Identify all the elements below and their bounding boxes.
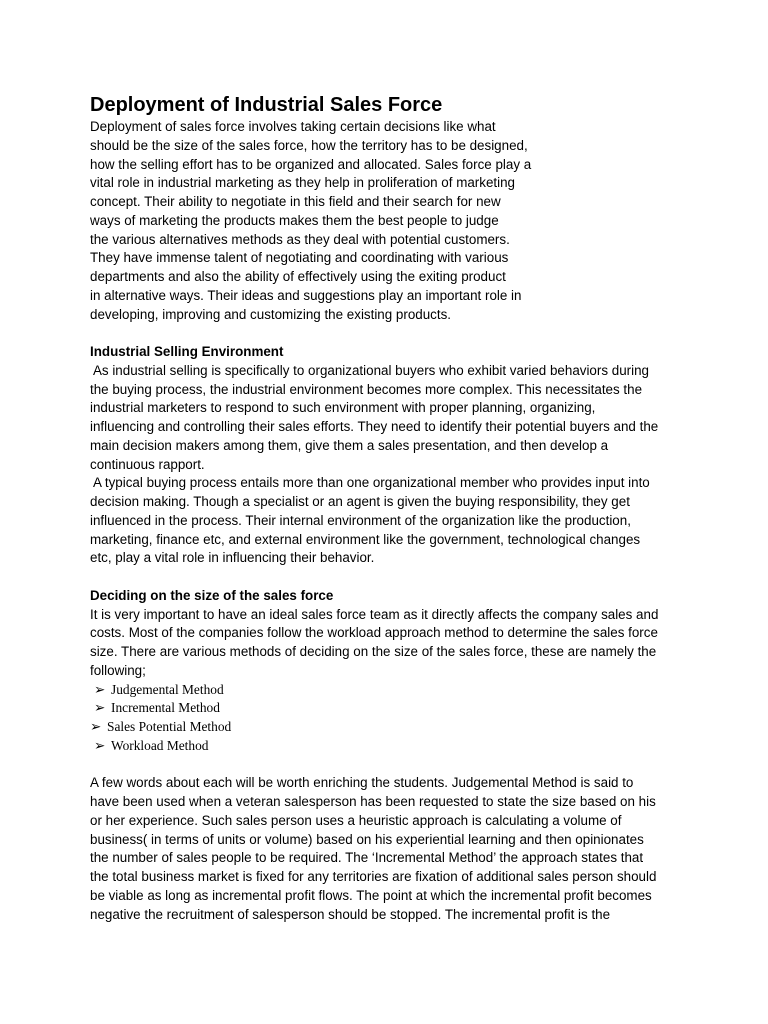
- intro-line: developing, improving and customizing the existing products.: [90, 306, 452, 322]
- section-heading-sales-force-size: Deciding on the size of the sales force: [90, 587, 334, 603]
- intro-line: departments and also the ability of effectively using the exiting product: [90, 269, 506, 284]
- list-item-label: Incremental Method: [111, 700, 220, 716]
- body-line: size. There are various methods of deciding on the size of the sales force, these are namely the: [90, 644, 657, 659]
- body-line: A typical buying process entails more than one organizational member who provides input into: [90, 475, 650, 491]
- spacer: [90, 568, 690, 587]
- body-line: be viable as long as incremental profit flows. The point at which the incremental profit becomes: [90, 887, 652, 903]
- body-line: etc, play a vital role in influencing their behavior.: [90, 550, 375, 566]
- body-line: As industrial selling is specifically to organizational buyers who exhibit varied behaviors during: [90, 362, 649, 378]
- arrow-bullet-icon: ➢: [90, 719, 102, 734]
- intro-line: ways of marketing the products makes them the best people to judge: [90, 212, 499, 228]
- arrow-bullet-icon: ➢: [94, 737, 106, 753]
- body-line: the total business market is fixed for any territories are fixation of additional sales person should: [90, 869, 657, 884]
- methods-explanation-paragraph: [90, 774, 690, 924]
- sales-force-size-paragraph: [90, 606, 690, 681]
- methods-list: [90, 681, 690, 756]
- list-item-label: Sales Potential Method: [107, 719, 232, 734]
- body-line: influencing and controlling their sales efforts. They need to identify their potential buyers and the: [90, 419, 659, 434]
- intro-line: They have immense talent of negotiating and coordinating with various: [90, 250, 509, 266]
- body-line: decision making. Though a specialist or an agent is given the buying responsibility, they get: [90, 494, 630, 509]
- spacer: [90, 324, 690, 343]
- section-heading-selling-environment: Industrial Selling Environment: [90, 344, 284, 359]
- arrow-bullet-icon: ➢: [94, 681, 106, 697]
- body-line: or her experience. Such sales person uses a heuristic approach is calculating a volume of: [90, 812, 622, 828]
- body-line: marketing, finance etc, and external environment like the government, technological changes: [90, 531, 641, 547]
- list-item-label: Workload Method: [111, 737, 209, 753]
- arrow-bullet-icon: ➢: [94, 700, 106, 716]
- body-line: main decision makers among them, give them a sales presentation, and then develop a: [90, 437, 609, 453]
- list-item-label: Judgemental Method: [111, 681, 224, 697]
- intro-paragraph: [90, 118, 690, 324]
- body-line: costs. Most of the companies follow the workload approach method to determine the sales force: [90, 625, 658, 641]
- intro-line: vital role in industrial marketing as they help in proliferation of marketing: [90, 175, 515, 191]
- selling-environment-paragraph: [90, 362, 690, 568]
- body-line: have been used when a veteran salesperson has been requested to state the size based on his: [90, 794, 656, 809]
- intro-line: should be the size of the sales force, how the territory has to be designed,: [90, 137, 528, 153]
- body-line: industrial marketers to respond to such environment with proper planning, organizing,: [90, 400, 596, 416]
- intro-line: how the selling effort has to be organized and allocated. Sales force play a: [90, 156, 532, 172]
- body-line: the number of sales people to be required. The ‘Incremental Method’ the approach states that: [90, 850, 644, 866]
- document-page: [90, 92, 690, 924]
- document-title: Deployment of Industrial Sales Force: [90, 94, 443, 116]
- body-line: negative the recruitment of salesperson should be stopped. The incremental profit is the: [90, 906, 611, 922]
- body-line: It is very important to have an ideal sales force team as it directly affects the company sales and: [90, 606, 659, 622]
- list-item: [90, 699, 690, 718]
- list-item: [90, 718, 690, 737]
- body-line: business( in terms of units or volume) based on his experiential learning and then opinionates: [90, 831, 644, 847]
- spacer: [90, 756, 690, 775]
- intro-line: Deployment of sales force involves taking certain decisions like what: [90, 119, 496, 134]
- intro-line: in alternative ways. Their ideas and suggestions play an important role in: [90, 287, 522, 303]
- intro-line: the various alternatives methods as they deal with potential customers.: [90, 231, 510, 247]
- intro-line: concept. Their ability to negotiate in this field and their search for new: [90, 194, 501, 209]
- body-line: influenced in the process. Their internal environment of the organization like the production,: [90, 512, 631, 528]
- list-item: [90, 737, 690, 756]
- list-item: [90, 681, 690, 700]
- body-line: the buying process, the industrial environment becomes more complex. This necessitates the: [90, 381, 643, 397]
- body-line: A few words about each will be worth enriching the students. Judgemental Method is said to: [90, 775, 634, 791]
- body-line: continuous rapport.: [90, 456, 205, 472]
- body-line: following;: [90, 662, 146, 678]
